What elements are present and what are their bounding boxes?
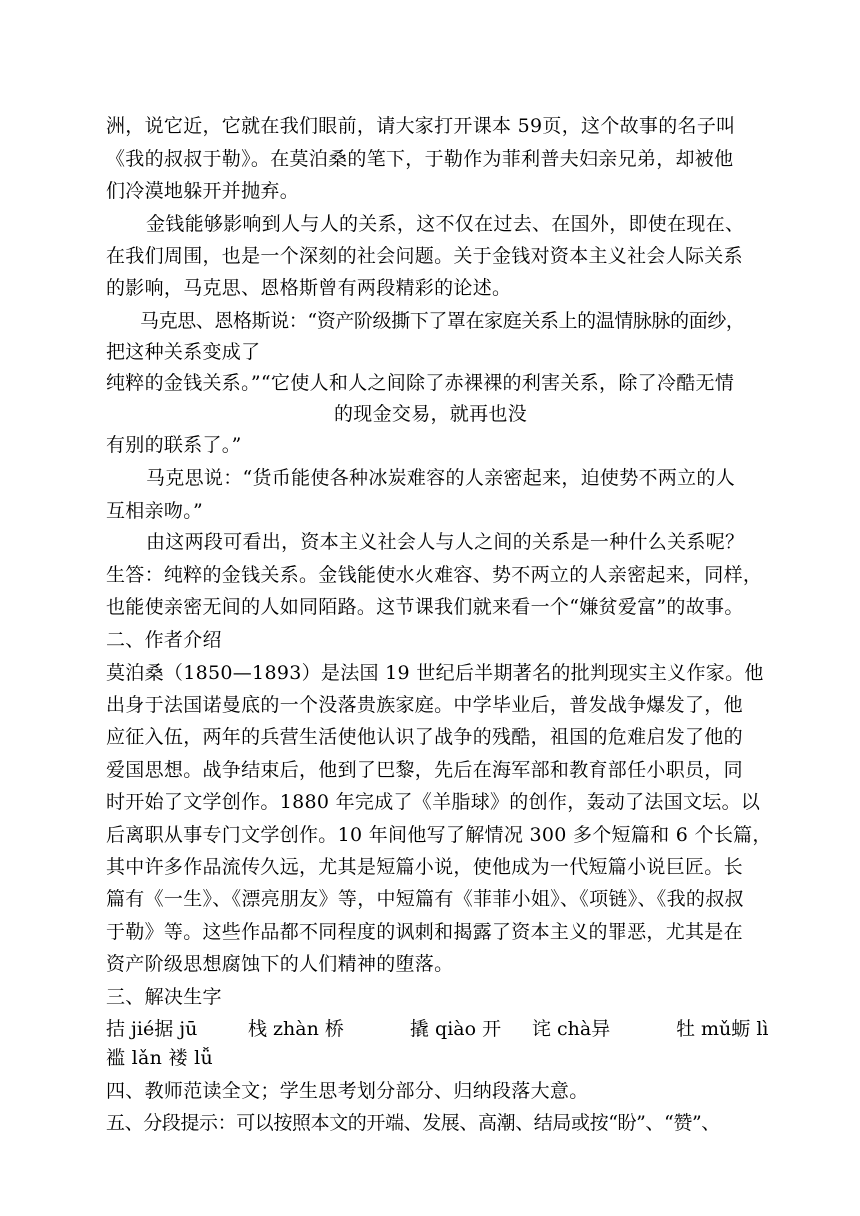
pinyin-word: 牡 mǔ蛎 lì [676, 1018, 769, 1040]
paragraph-line: 出身于法国诺曼底的一个没落贵族家庭。中学毕业后，普发战争爆发了，他 [106, 694, 743, 716]
paragraph-line: 后离职从事专门文学创作。10 年间他写了解情况 300 多个短篇和 6 个长篇， [106, 824, 772, 846]
pinyin-word: 撬 qiào 开 [410, 1018, 502, 1040]
pinyin-word: 诧 chà异 [532, 1018, 611, 1040]
section-heading: 五、分段提示：可以按照本文的开端、发展、高潮、结局或按“盼”、“赞”、 [106, 1112, 720, 1134]
paragraph-line: 洲，说它近，它就在我们眼前，请大家打开课本 59页，这个故事的名子叫 [106, 115, 736, 137]
paragraph-line: 的影响，马克思、恩格斯曾有两段精彩的论述。 [106, 277, 512, 299]
section-heading: 二、作者介绍 [106, 629, 222, 651]
quote-line: 把这种关系变成了 [106, 341, 261, 363]
paragraph-line: 篇有《一生》、《漂亮朋友》等，中短篇有《菲菲小姐》、《项链》、《我的叔叔 [106, 888, 744, 910]
quote-line: 有别的联系了。” [106, 434, 242, 456]
paragraph-line: 马克思说：“货币能使各种冰炭难容的人亲密起来，迫使势不两立的人 [146, 467, 736, 489]
paragraph-line: 莫泊桑（1850—1893）是法国 19 世纪后半期著名的批判现实主义作家。他 [106, 662, 764, 684]
quote-line: 马克思、恩格斯说：“资产阶级撕下了罩在家庭关系上的温情脉脉的面纱， [140, 310, 745, 332]
paragraph-line: 生答：纯粹的金钱关系。金钱能使水火难容、势不两立的人亲密起来，同样， [106, 564, 763, 586]
paragraph-line: 在我们周围，也是一个深刻的社会问题。关于金钱对资本主义社会人际关系 [106, 245, 743, 267]
section-heading: 三、解决生字 [106, 986, 222, 1008]
pinyin-word: 栈 zhàn 桥 [248, 1018, 344, 1040]
section-heading: 四、教师范读全文；学生思考划分部分、归纳段落大意。 [106, 1080, 589, 1102]
paragraph-line: 爱国思想。战争结束后，他到了巴黎，先后在海军部和教育部任小职员，同 [106, 759, 743, 781]
pinyin-line: 褴 lǎn 褛 lǚ [106, 1047, 214, 1069]
paragraph-line: 互相亲吻。” [106, 500, 204, 522]
paragraph-line: 金钱能够影响到人与人的关系，这不仅在过去、在国外，即使在现在、 [146, 213, 745, 235]
quote-line: 的现金交易，就再也没 [334, 403, 528, 425]
paragraph-line: 也能使亲密无间的人如同陌路。这节课我们就来看一个“嫌贫爱富”的故事。 [106, 596, 744, 618]
paragraph-line: 资产阶级思想腐蚀下的人们精神的堕落。 [106, 953, 454, 975]
paragraph-line: 其中许多作品流传久远，尤其是短篇小说，使他成为一代短篇小说巨匠。长 [106, 856, 743, 878]
paragraph-line: 《我的叔叔于勒》。在莫泊桑的笔下，于勒作为菲利普夫妇亲兄弟，却被他 [106, 148, 734, 170]
pinyin-word: 拮 jié据 jū [106, 1018, 198, 1040]
paragraph-line: 们冷漠地躲开并抛弃。 [106, 180, 300, 202]
paragraph-line: 由这两段可看出，资本主义社会人与人之间的关系是一种什么关系呢？ [146, 531, 745, 553]
quote-line: 纯粹的金钱关系。”“它使人和人之间除了赤裸裸的利害关系，除了冷酷无情 [106, 372, 735, 394]
paragraph-line: 时开始了文学创作。1880 年完成了《羊脂球》的创作，轰动了法国文坛。以 [106, 791, 761, 813]
paragraph-line: 于勒》等。这些作品都不同程度的讽刺和揭露了资本主义的罪恶，尤其是在 [106, 921, 743, 943]
paragraph-line: 应征入伍，两年的兵营生活使他认识了战争的残酷，祖国的危难启发了他的 [106, 726, 743, 748]
